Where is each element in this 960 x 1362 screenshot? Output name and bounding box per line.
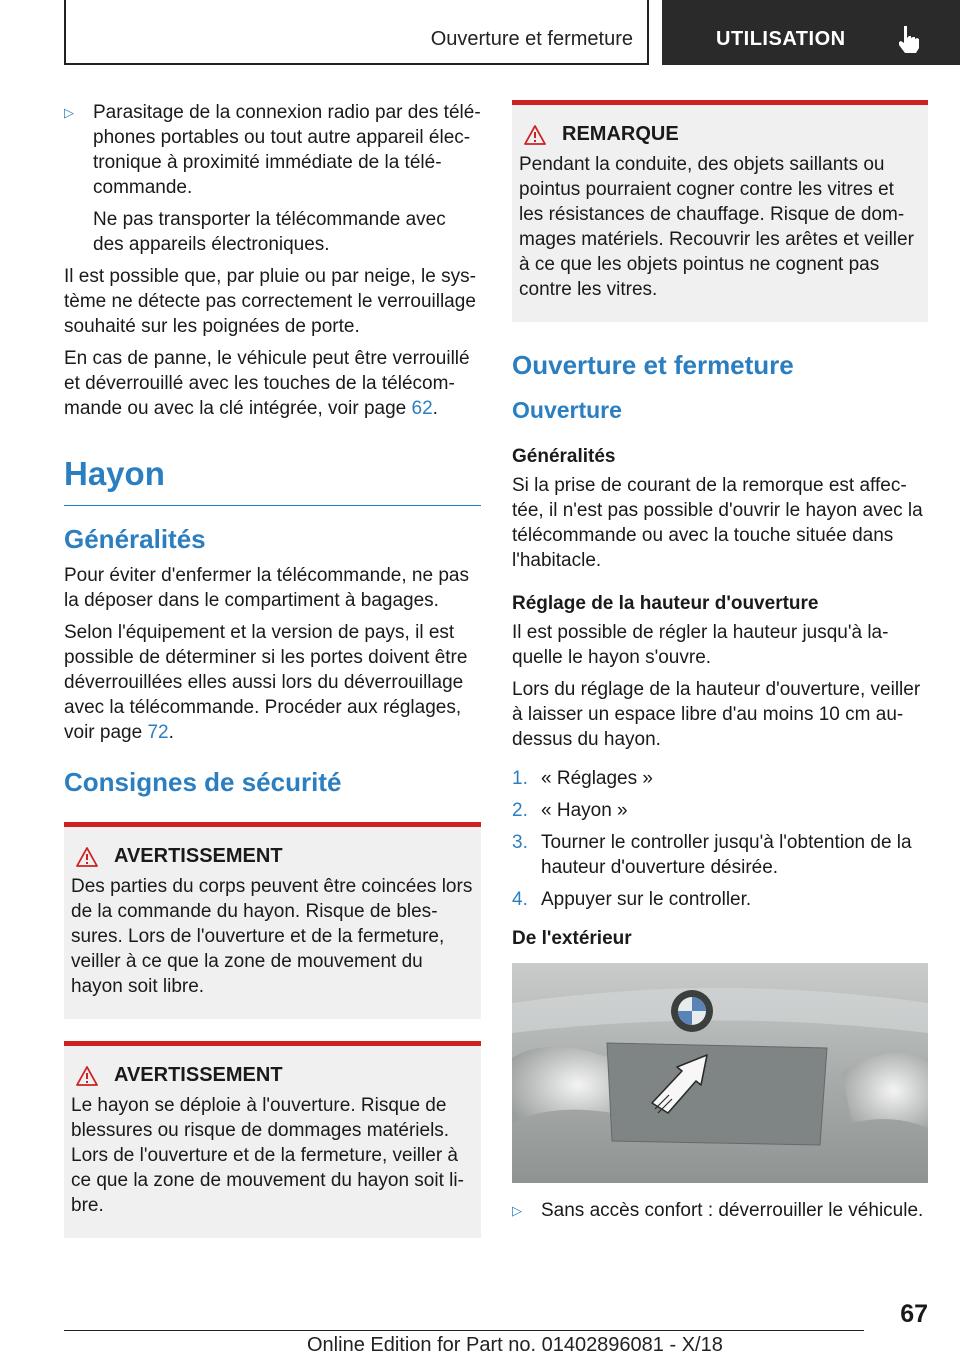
paragraph (64, 620, 481, 745)
bullet-text: Parasitage de la connexion radio par des téléphones portables ou tout autre appareil électronique à proximité immédiate de la télécommande. (93, 102, 481, 198)
warning-triangle-icon (76, 847, 98, 867)
step-number: 4. (512, 889, 528, 910)
list-item (512, 798, 928, 823)
heading-consignes-securite: Consignes de sécurité (64, 767, 342, 797)
step-text: « Hayon » (541, 800, 628, 821)
warning-box (64, 1041, 481, 1238)
paragraph-text: En cas de panne, le véhicule peut être verrouillé et déverrouillé avec les touches de la télécommande ou avec la clé intégrée, voir page (64, 348, 470, 419)
paragraph-text: Selon l'équipement et la version de pays, il est possible de déterminer si les portes doivent être déverrouillées elles aussi lors du déverrouillage avec la télécommande. Procéder aux réglages, voir page (64, 622, 468, 743)
steps-list (512, 766, 928, 912)
hand-pointer-icon (896, 24, 922, 54)
warning-text: Des parties du corps peuvent être coincées lors de la commande du hayon. Risque de blessures. Lors de l'ouverture et de la fermeture, veiller à ce que la zone de mouvement du hayon soit libre. (71, 876, 473, 997)
paragraph-end: . (432, 398, 438, 419)
footer-divider (64, 1330, 864, 1331)
step-number: 2. (512, 800, 528, 821)
footer-edition: Online Edition for Part no. 01402896081 - X/18 (307, 1334, 723, 1356)
bullet-subtext: Ne pas transporter la télécommande avec des appareils électroniques. (93, 209, 446, 255)
heading-ouverture: Ouverture (512, 397, 622, 423)
page-link-62[interactable]: 62 (411, 398, 433, 419)
paragraph (64, 346, 481, 421)
list-item (512, 1198, 928, 1223)
note-triangle-icon (524, 125, 546, 145)
heading-exterieur: De l'extérieur (512, 928, 632, 949)
step-text: Tourner le controller jusqu'à l'obtention de la hauteur d'ouverture désirée. (541, 832, 912, 878)
step-text: « Réglages » (541, 768, 653, 789)
list-item (512, 766, 928, 791)
paragraph: Il est possible que, par pluie ou par neige, le système ne détecte pas correctement le verrouillage souhaité sur les poignées de porte. (64, 266, 476, 337)
list-item (512, 887, 928, 912)
list-item (64, 100, 481, 200)
warning-title: AVERTISSEMENT (114, 1064, 283, 1086)
page-link-72[interactable]: 72 (147, 722, 169, 743)
header-section-title: Ouverture et fermeture (430, 28, 633, 50)
bullet-text: Sans accès confort : déverrouiller le véhicule. (541, 1200, 924, 1221)
heading-hayon: Hayon (64, 455, 481, 506)
license-plate-recess (607, 1043, 827, 1145)
heading-generalites-right: Généralités (512, 446, 616, 467)
list-item-subtext (64, 207, 481, 257)
paragraph: Si la prise de courant de la remorque est affectée, il n'est pas possible d'ouvrir le hayon avec la télécommande ou avec la touche située dans l'habitacle. (512, 475, 923, 571)
tailgate-image (512, 963, 928, 1183)
warning-title-row (71, 845, 473, 868)
header-section-box (64, 0, 649, 65)
paragraph: Lors du réglage de la hauteur d'ouverture, veiller à laisser un espace libre d'au moins 10 cm au-dessus du hayon. (512, 679, 921, 750)
header-chapter-box (662, 0, 960, 65)
page-number: 67 (900, 1300, 928, 1328)
bullet-triangle-icon: ▷ (64, 105, 74, 120)
warning-text: Le hayon se déploie à l'ouverture. Risque de blessures ou risque de dommages matériels. Lors de l'ouverture et de la fermeture, veiller à ce que la zone de mouvement du hayon soit libre. (71, 1095, 464, 1216)
note-box (512, 100, 928, 322)
heading-reglage-hauteur: Réglage de la hauteur d'ouverture (512, 593, 819, 614)
paragraph: Il est possible de régler la hauteur jusqu'à laquelle le hayon s'ouvre. (512, 622, 889, 668)
heading-ouverture-fermeture: Ouverture et fermeture (512, 350, 794, 380)
step-number: 3. (512, 832, 528, 853)
right-column (512, 100, 928, 1230)
warning-title: AVERTISSEMENT (114, 845, 283, 867)
paragraph: Pour éviter d'enfermer la télécommande, ne pas la déposer dans le compartiment à bagages. (64, 565, 469, 611)
warning-title-row (71, 1064, 473, 1087)
step-text: Appuyer sur le controller. (541, 889, 752, 910)
note-text: Pendant la conduite, des objets saillants ou pointus pourraient cogner contre les vitres et les résistances de chauffage. Risque de dommages matériels. Recouvrir les arêtes et veiller à ce que les objets pointus ne cognent pas contre les vitres. (519, 154, 914, 300)
warning-triangle-icon (76, 1066, 98, 1086)
bullet-triangle-icon: ▷ (512, 1203, 522, 1218)
warning-box (64, 822, 481, 1019)
tailgate-illustration (512, 963, 928, 1183)
paragraph-end: . (168, 722, 174, 743)
note-title-row (519, 123, 920, 146)
step-number: 1. (512, 768, 528, 789)
heading-generalites: Généralités (64, 524, 206, 554)
header-chapter-title: UTILISATION (716, 28, 846, 50)
left-column (64, 100, 481, 1260)
list-item (512, 830, 928, 880)
note-title: REMARQUE (562, 123, 679, 145)
